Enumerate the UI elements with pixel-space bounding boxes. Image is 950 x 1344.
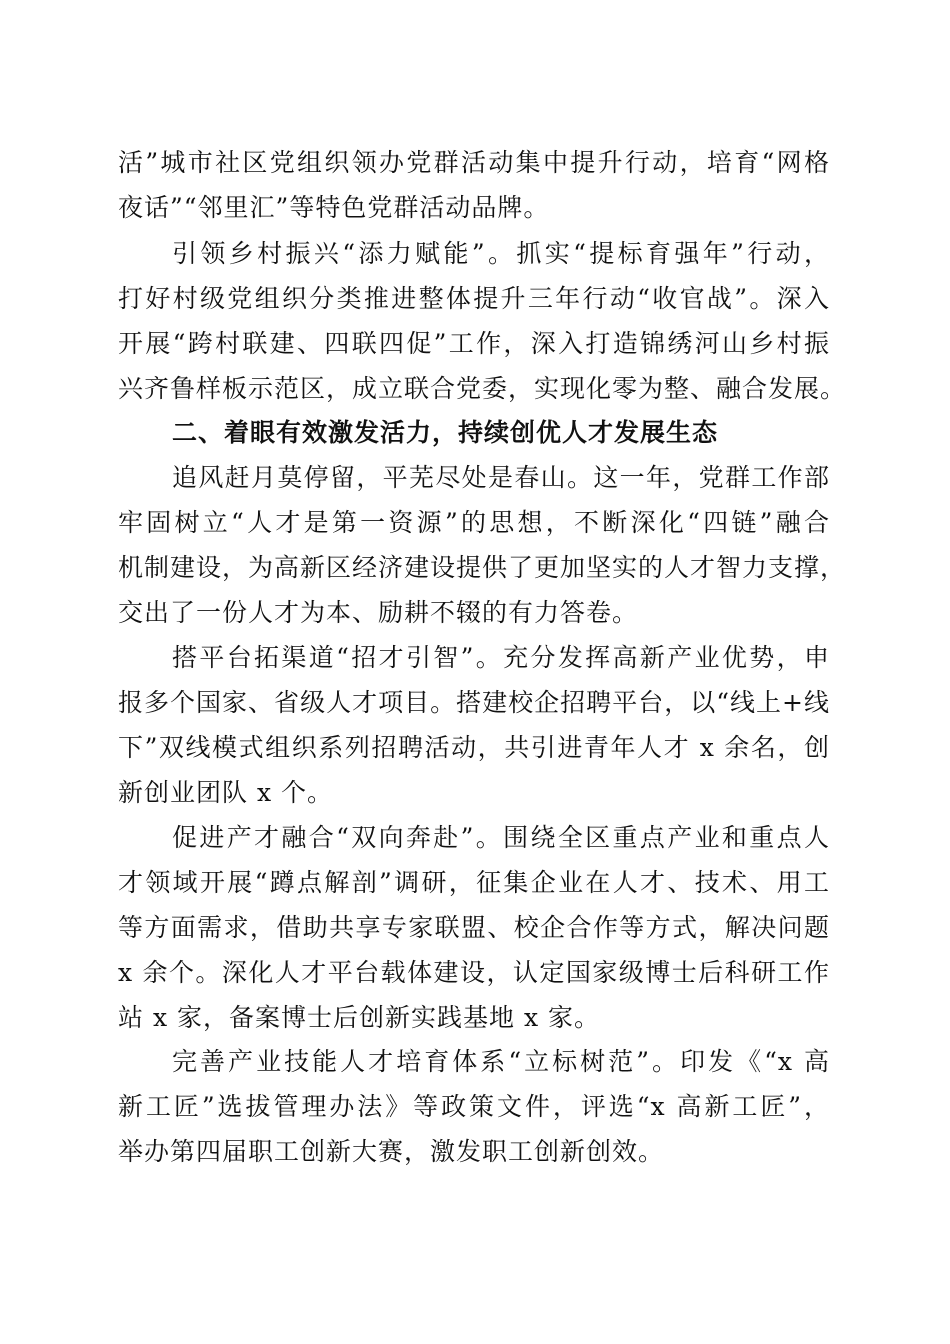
text-line: 报多个国家、省级人才项目。搭建校企招聘平台，以“线上+线 <box>118 688 830 717</box>
text-line: 追风赶月莫停留，平芜尽处是春山。这一年，党群工作部 <box>172 463 830 492</box>
text-line: 夜话”“邻里汇”等特色党群活动品牌。 <box>118 193 550 222</box>
text-line: x 余个。深化人才平台载体建设，认定国家级博士后科研工作 <box>118 958 830 987</box>
text-line: 下”双线模式组织系列招聘活动，共引进青年人才 x 余名，创 <box>118 733 830 762</box>
text-line: 搭平台拓渠道“招才引智”。充分发挥高新产业优势，申 <box>172 643 830 672</box>
text-line: 完善产业技能人才培育体系“立标树范”。印发《“x 高 <box>172 1047 830 1076</box>
text-line: 等方面需求，借助共享专家联盟、校企合作等方式，解决问题 <box>118 913 830 942</box>
text-line: 引领乡村振兴“添力赋能”。抓实“提标育强年”行动， <box>172 239 830 268</box>
text-line: 机制建设，为高新区经济建设提供了更加坚实的人才智力支撑， <box>118 553 847 582</box>
text-line: 举办第四届职工创新大赛，激发职工创新创效。 <box>118 1137 665 1166</box>
text-line: 交出了一份人才为本、励耕不辍的有力答卷。 <box>118 598 639 627</box>
text-line: 开展“跨村联建、四联四促”工作，深入打造锦绣河山乡村振 <box>118 329 830 358</box>
text-line: 新创业团队 x 个。 <box>118 778 333 807</box>
section-heading: 二、着眼有效激发活力，持续创优人才发展生态 <box>172 418 719 447</box>
text-line: 牢固树立“人才是第一资源”的思想，不断深化“四链”融合 <box>118 508 830 537</box>
text-line: 促进产才融合“双向奔赴”。围绕全区重点产业和重点人 <box>172 823 830 852</box>
text-line: 才领域开展“蹲点解剖”调研，征集企业在人才、技术、用工 <box>118 868 830 897</box>
text-line: 站 x 家，备案博士后创新实践基地 x 家。 <box>118 1003 600 1032</box>
text-line: 新工匠”选拔管理办法》等政策文件，评选“x 高新工匠”， <box>118 1092 830 1121</box>
text-line: 打好村级党组织分类推进整体提升三年行动“收官战”。深入 <box>118 284 830 313</box>
text-line: 兴齐鲁样板示范区，成立联合党委，实现化零为整、融合发展。 <box>118 374 847 403</box>
text-line: 活”城市社区党组织领办党群活动集中提升行动，培育“网格 <box>118 148 830 177</box>
